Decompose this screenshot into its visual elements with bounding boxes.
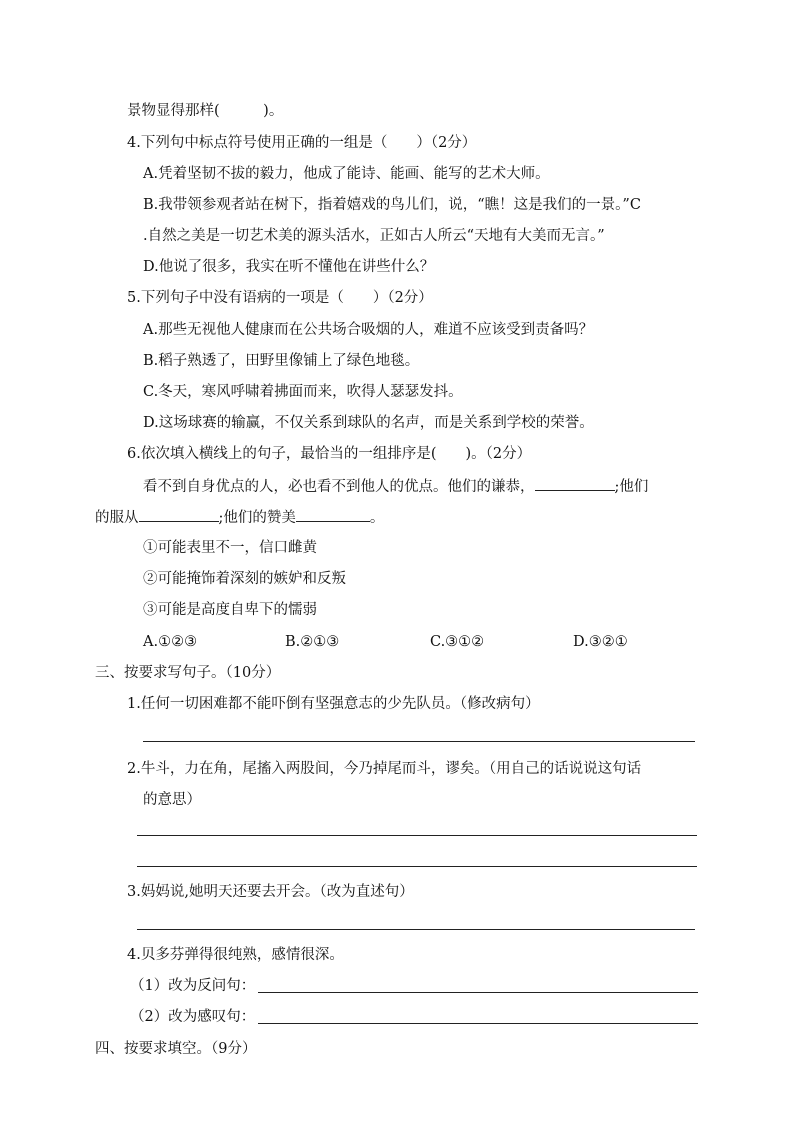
q6-blank-3[interactable] bbox=[296, 507, 370, 522]
s3-q4-part2-answer-line[interactable] bbox=[258, 1023, 698, 1024]
q5-option-a: A.那些无视他人健康而在公共场合吸烟的人，难道不应该受到责备吗？ bbox=[143, 322, 594, 338]
q6-passage-text5: 。 bbox=[369, 510, 385, 526]
q6-choice-a: A.①②③ bbox=[143, 634, 198, 650]
s3-q2-line1: 2.牛斗，力在角，尾搐入两股间，今乃掉尾而斗，谬矣。（用自己的话说说这句话 bbox=[127, 761, 642, 777]
q6-passage-line2 bbox=[95, 507, 384, 528]
q6-passage-text2: ;他们 bbox=[614, 479, 649, 495]
s3-q3: 3.妈妈说,她明天还要去开会。（改为直述句） bbox=[127, 884, 414, 900]
q6-passage-line1 bbox=[143, 476, 648, 497]
s3-q4: 4.贝多芬弹得很纯熟，感情很深。 bbox=[127, 947, 344, 963]
s3-q1: 1.任何一切困难都不能吓倒有坚强意志的少先队员。（修改病句） bbox=[127, 696, 540, 712]
s3-q4-part2: （2）改为感叹句： bbox=[130, 1009, 256, 1025]
section4-title: 四、按要求填空。（9分） bbox=[95, 1041, 257, 1057]
s3-q4-part1: （1）改为反问句： bbox=[130, 978, 256, 994]
q5-stem: 5.下列句子中没有语病的一项是（ ）（2分） bbox=[127, 290, 433, 306]
s3-q2-line2: 的意思） bbox=[143, 792, 201, 808]
q6-sentence-3: ③可能是高度自卑下的懦弱 bbox=[143, 602, 317, 618]
q4-stem: 4.下列句中标点符号使用正确的一组是（ ）（2分） bbox=[127, 135, 477, 151]
s3-q2-answer-line-2[interactable] bbox=[137, 866, 697, 867]
q6-choice-d: D.③②① bbox=[573, 634, 628, 650]
q6-passage-text1: 看不到自身优点的人，必也看不到他人的优点。他们的谦恭， bbox=[143, 479, 535, 495]
q3-tail: 景物显得那样( )。 bbox=[127, 103, 284, 119]
q6-passage-text4: ;他们的赞美 bbox=[218, 510, 296, 526]
q5-option-d: D.这场球赛的输赢，不仅关系到球队的名声，而是关系到学校的荣誉。 bbox=[143, 415, 594, 431]
q4-option-b: B.我带领参观者站在树下，指着嬉戏的鸟儿们，说，“瞧！这是我们的一景。”C bbox=[143, 197, 641, 213]
q4-option-d: D.他说了很多，我实在听不懂他在讲些什么？ bbox=[143, 259, 435, 275]
q6-choice-c: C.③①② bbox=[430, 634, 485, 650]
s3-q4-part1-answer-line[interactable] bbox=[258, 992, 698, 993]
q6-stem: 6.依次填入横线上的句子，最恰当的一组排序是( )。（2分） bbox=[127, 446, 532, 462]
q6-blank-2[interactable] bbox=[139, 507, 219, 522]
q4-option-c: .自然之美是一切艺术美的源头活水，正如古人所云“天地有大美而无言。” bbox=[143, 228, 605, 244]
q6-sentence-1: ①可能表里不一，信口雌黄 bbox=[143, 540, 317, 556]
q5-option-c: C.冬天，寒风呼啸着拂面而来，吹得人瑟瑟发抖。 bbox=[143, 384, 463, 400]
q6-blank-1[interactable] bbox=[535, 476, 615, 491]
q6-passage-text3: 的服从 bbox=[95, 510, 139, 526]
q5-option-b: B.稻子熟透了，田野里像铺上了绿色地毯。 bbox=[143, 353, 420, 369]
section3-title: 三、按要求写句子。（10分） bbox=[95, 665, 281, 681]
s3-q3-answer-line[interactable] bbox=[137, 929, 695, 930]
q4-option-a: A.凭着坚韧不拔的毅力，他成了能诗、能画、能写的艺术大师。 bbox=[143, 166, 550, 182]
s3-q1-answer-line[interactable] bbox=[143, 741, 695, 742]
q6-sentence-2: ②可能掩饰着深刻的嫉妒和反叛 bbox=[143, 571, 346, 587]
s3-q2-answer-line-1[interactable] bbox=[137, 835, 697, 836]
q6-choice-b: B.②①③ bbox=[285, 634, 340, 650]
